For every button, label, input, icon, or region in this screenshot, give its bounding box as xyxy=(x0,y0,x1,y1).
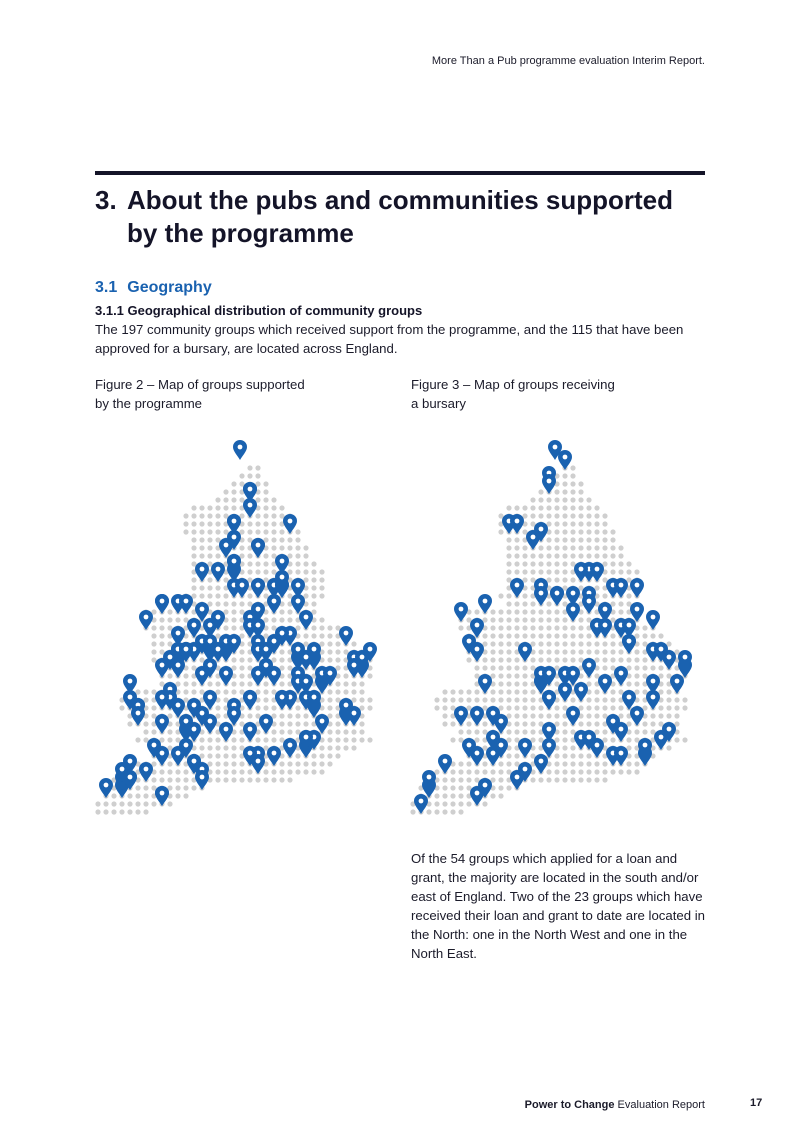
figure-3-caption-line2: a bursary xyxy=(411,396,466,411)
subsection-title: 3.1.1 Geographical distribution of community groups xyxy=(95,303,423,318)
header-rule xyxy=(95,171,705,175)
location-pin-icon xyxy=(155,594,169,614)
location-pin-icon xyxy=(478,594,492,614)
location-pin-icon xyxy=(614,746,628,766)
location-pin-icon xyxy=(275,690,289,710)
location-pin-icon xyxy=(438,754,452,774)
location-pin-icon xyxy=(155,658,169,678)
location-pin-icon xyxy=(670,674,684,694)
location-pin-icon xyxy=(243,690,257,710)
location-pin-icon xyxy=(590,738,604,758)
loan-grant-paragraph: Of the 54 groups which applied for a loan and grant, the majority are located in the south and/or east of England. Two of the 23 groups which have received their loan and grant to date are located in the North: one in the North West and one in the North East. xyxy=(411,851,705,961)
running-header: More Than a Pub programme evaluation Interim Report. xyxy=(431,55,705,67)
location-pin-icon xyxy=(99,778,113,798)
footer-brand: Power to Change xyxy=(524,1099,615,1111)
chapter-number: 3. xyxy=(95,185,117,215)
location-pin-icon xyxy=(558,682,572,702)
location-pin-icon xyxy=(251,538,265,558)
location-pin-icon xyxy=(155,690,169,710)
chapter-title-line2: by the programme xyxy=(127,218,354,248)
location-pin-icon xyxy=(646,610,660,630)
location-pin-icon xyxy=(243,498,257,518)
location-pin-icon xyxy=(203,714,217,734)
location-pin-icon xyxy=(195,562,209,582)
figure-2-caption xyxy=(95,375,355,413)
location-pin-icon xyxy=(542,690,556,710)
section-title xyxy=(95,279,212,297)
location-pin-icon xyxy=(542,474,556,494)
location-pin-icon xyxy=(550,586,564,606)
location-pin-icon xyxy=(590,562,604,582)
page-number: 17 xyxy=(750,1097,763,1109)
location-pin-icon xyxy=(574,682,588,702)
location-pin-icon xyxy=(283,514,297,534)
location-pin-icon xyxy=(510,578,524,598)
location-pin-icon xyxy=(630,578,644,598)
location-pin-icon xyxy=(518,642,532,662)
figure-3-map xyxy=(405,432,705,832)
footer xyxy=(525,1099,705,1111)
figure-3-caption-line1: Figure 3 – Map of groups receiving xyxy=(411,377,615,392)
location-pin-icon xyxy=(291,578,305,598)
location-pin-icon xyxy=(211,562,225,582)
location-pin-icon xyxy=(598,674,612,694)
section-title-text: Geography xyxy=(127,279,212,296)
location-pin-icon xyxy=(233,440,247,460)
location-pin-icon xyxy=(414,794,428,814)
location-pin-icon xyxy=(510,514,524,534)
location-pin-icon xyxy=(534,586,548,606)
figure-2-caption-line2: by the programme xyxy=(95,396,203,411)
location-pin-icon xyxy=(558,450,572,470)
location-pin-icon xyxy=(139,762,153,782)
location-pin-icon xyxy=(470,642,484,662)
location-pin-icon xyxy=(614,666,628,686)
location-pin-icon xyxy=(478,674,492,694)
location-pin-icon xyxy=(243,722,257,742)
location-pin-icon xyxy=(622,618,636,638)
location-pin-icon xyxy=(454,706,468,726)
figure-2-map xyxy=(90,432,390,832)
figure-2-caption-line1: Figure 2 – Map of groups supported xyxy=(95,377,305,392)
chapter-title-line1: About the pubs and communities supported xyxy=(127,185,673,215)
location-pin-icon xyxy=(454,602,468,622)
section-number: 3.1 xyxy=(95,279,118,296)
location-pin-icon xyxy=(259,714,273,734)
location-pin-icon xyxy=(235,578,249,598)
location-pin-icon xyxy=(131,706,145,726)
location-pin-icon xyxy=(534,754,548,774)
location-pin-icon xyxy=(171,658,185,678)
location-pin-icon xyxy=(582,658,596,678)
location-pin-icon xyxy=(251,578,265,598)
location-pin-icon xyxy=(267,594,281,614)
location-pin-icon xyxy=(582,594,596,614)
location-pin-icon xyxy=(195,770,209,790)
figure-3-caption xyxy=(411,375,671,413)
location-pin-icon xyxy=(646,690,660,710)
location-pin-icon xyxy=(227,514,241,534)
location-pin-icon xyxy=(518,738,532,758)
location-pin-icon xyxy=(470,706,484,726)
location-pin-icon xyxy=(219,666,233,686)
location-pin-icon xyxy=(179,594,193,614)
location-pin-icon xyxy=(155,714,169,734)
location-pin-icon xyxy=(267,746,281,766)
map-markers xyxy=(414,440,692,814)
footer-label: Evaluation Report xyxy=(617,1099,705,1111)
location-pin-icon xyxy=(139,610,153,630)
location-pin-icon xyxy=(598,618,612,638)
location-pin-icon xyxy=(155,746,169,766)
location-pin-icon xyxy=(219,722,233,742)
location-pin-icon xyxy=(566,706,580,726)
intro-paragraph: The 197 community groups which received support from the programme, and the 115 that have been approved for a bursary, are located across England. xyxy=(95,322,684,356)
location-pin-icon xyxy=(574,562,588,582)
chapter-title xyxy=(95,184,715,250)
location-pin-icon xyxy=(339,626,353,646)
location-pin-icon xyxy=(630,706,644,726)
location-pin-icon xyxy=(614,578,628,598)
location-pin-icon xyxy=(155,786,169,806)
location-pin-icon xyxy=(283,738,297,758)
location-pin-icon xyxy=(195,666,209,686)
location-pin-icon xyxy=(347,658,361,678)
location-pin-icon xyxy=(299,610,313,630)
map-markers xyxy=(99,440,377,806)
location-pin-icon xyxy=(566,586,580,606)
